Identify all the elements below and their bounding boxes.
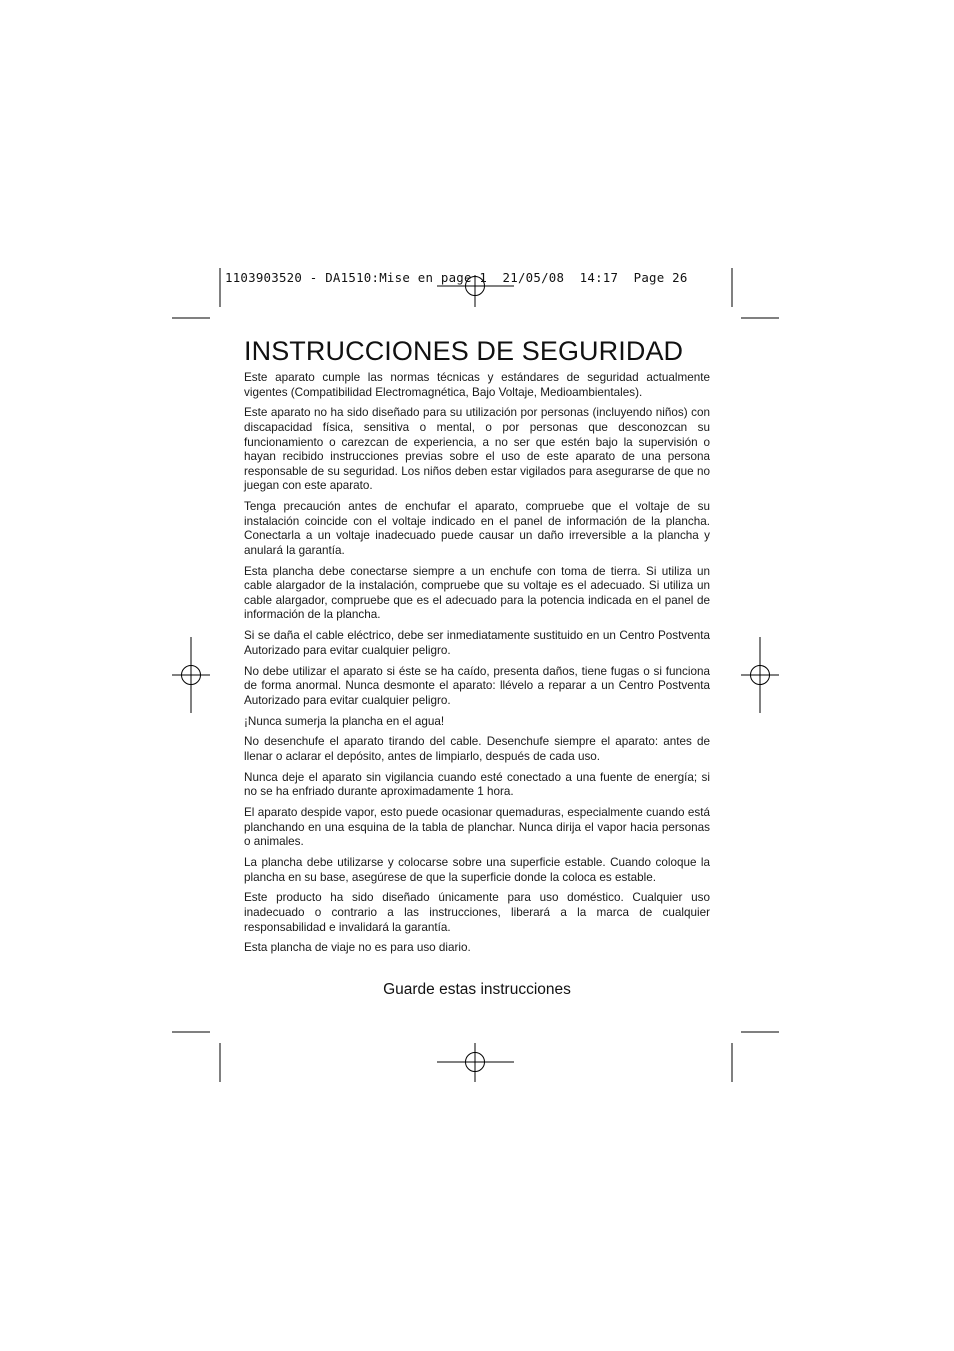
footer-note: Guarde estas instrucciones (383, 981, 571, 998)
paragraph-unplugging: No desenchufe el aparato tirando del cable. Desenchufe siempre el aparato: antes de llenar o aclarar el depósito, antes de limpiarlo, después de cada uso. (244, 735, 710, 763)
paragraph-damaged-cable: Si se daña el cable eléctrico, debe ser inmediatamente sustituido en un Centro Postventa Autorizado para evitar cualquier peligro. (244, 629, 710, 657)
paragraph-never-submerge: ¡Nunca sumerja la plancha en el agua! (244, 714, 445, 728)
registration-mark-right (741, 637, 779, 713)
registration-mark-bottom (437, 1043, 514, 1082)
paragraph-steam: El aparato despide vapor, esto puede ocasionar quemaduras, especialmente cuando está planchando en una esquina de la tabla de planchar. Nunca dirija el vapor hacia personas o animales. (244, 806, 710, 849)
paragraph-stable-surface: La plancha debe utilizarse y colocarse sobre una superficie estable. Cuando coloque la plancha en su base, asegúrese de que la superficie donde la coloca es estable. (244, 856, 710, 884)
page-title: INSTRUCCIONES DE SEGURIDAD (244, 336, 684, 366)
paragraph-grounding: Esta plancha debe conectarse siempre a un enchufe con toma de tierra. Si utiliza un cable alargador de la instalación, compruebe que su voltaje es el adecuado. Si utiliza un cable alargador, compruebe que es el adecuado para la potencia indicada en el panel de información de la plancha. (244, 564, 710, 622)
paragraph-travel-iron: Esta plancha de viaje no es para uso diario. (244, 941, 471, 955)
document-body (244, 335, 710, 962)
paragraph-unattended: Nunca deje el aparato sin vigilancia cuando esté conectado a una fuente de energía; si no se ha enfriado durante aproximadamente 1 hora. (244, 770, 710, 799)
paragraph-domestic-use: Este producto ha sido diseñado únicamente para uso doméstico. Cualquier uso inadecuado o contrario a las instrucciones, liberará a la marca de cualquier responsabilidad e invalidará la garantía. (244, 891, 710, 934)
print-slug-line: 1103903520 - DA1510:Mise en page 1 21/05/08 14:17 Page 26 (225, 270, 688, 285)
registration-mark-left (172, 637, 210, 713)
paragraph-supervision: Este aparato no ha sido diseñado para su utilización por personas (incluyendo niños) con discapacidad física, sensitiva o mental, o por personas que desconozcan su funcionamiento o carezcan de experiencia, a no ser que estén bajo la supervisión o hayan recibido instrucciones previas sobre el uso de este aparato de una persona responsable de su seguridad. Los niños deben estar vigilados para asegurarse de que no juegan con este aparato. (244, 406, 710, 493)
paragraph-compliance: Este aparato cumple las normas técnicas y estándares de seguridad actualmente vigentes (Compatibilidad Electromagnética, Bajo Voltaje, Medioambientales). (244, 371, 710, 399)
paragraph-damaged-appliance: No debe utilizar el aparato si éste se ha caído, presenta daños, tiene fugas o si funciona de forma anormal. Nunca desmonte el aparato: llévelo a reparar a un Centro Postventa Autorizado para evitar cualquier peligro. (244, 664, 710, 707)
paragraph-voltage: Tenga precaución antes de enchufar el aparato, compruebe que el voltaje de su instalación coincide con el voltaje indicado en el panel de información de la plancha. Conectarla a un voltaje inadecuado puede causar un daño irreversible a la plancha y anulará la garantía. (244, 500, 710, 557)
